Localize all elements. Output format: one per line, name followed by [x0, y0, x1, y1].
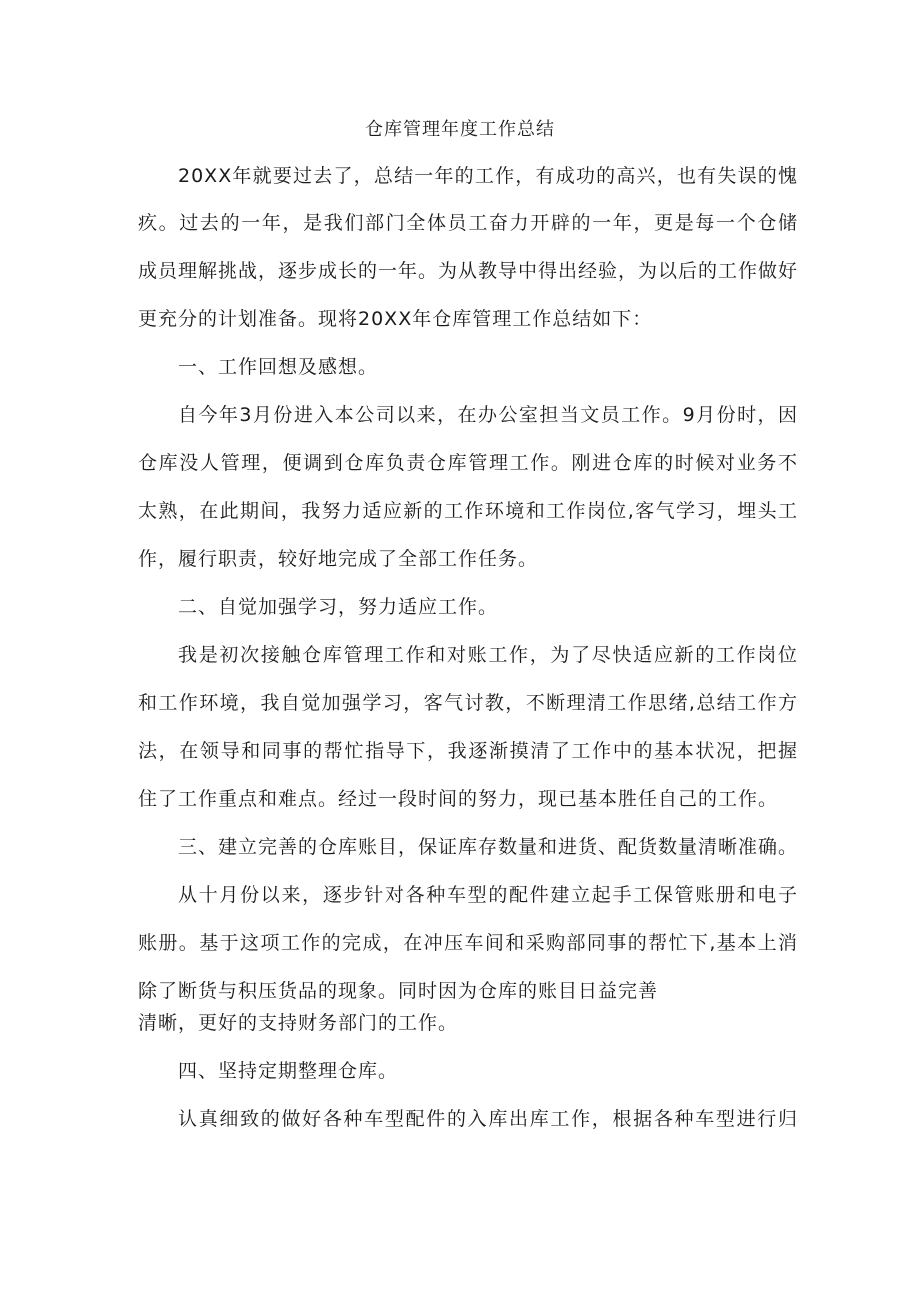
text-line-13: 法，在领导和同事的帮忙指导下，我逐渐摸清了工作中的基本状况，把握 — [138, 740, 798, 762]
section-heading-4: 四、坚持定期整理仓库。 — [178, 1060, 399, 1082]
text-line-9: 作，履行职责，较好地完成了全部工作任务。 — [138, 548, 539, 570]
text-line-3: 成员理解挑战，逐步成长的一年。为从教导中得出经验，为以后的工作做好 — [138, 260, 798, 282]
text-line-6: 自今年3月份进入本公司以来，在办公室担当文员工作。9月份时，因 — [178, 404, 798, 426]
text-line-16: 从十月份以来，逐步针对各种车型的配件建立起手工保管账册和电子 — [178, 884, 798, 906]
text-line-7: 仓库没人管理，便调到仓库负责仓库管理工作。刚进仓库的时候对业务不 — [138, 452, 798, 474]
section-heading-2: 二、自觉加强学习，努力适应工作。 — [178, 596, 499, 618]
text-line-17: 账册。基于这项工作的完成，在冲压车间和采购部同事的帮忙下,基本上消 — [138, 932, 798, 954]
text-line-18: 除了断货与积压货品的现象。同时因为仓库的账目日益完善 — [138, 980, 659, 1002]
text-line-12: 和工作环境，我自觉加强学习，客气讨教，不断理清工作思绪,总结工作方 — [138, 692, 798, 714]
text-line-2: 疚。过去的一年，是我们部门全体员工奋力开辟的一年，更是每一个仓储 — [138, 212, 798, 234]
document-title: 仓库管理年度工作总结 — [365, 119, 555, 140]
text-line-11: 我是初次接触仓库管理工作和对账工作，为了尽快适应新的工作岗位 — [178, 644, 798, 666]
text-line-14: 住了工作重点和难点。经过一段时间的努力，现已基本胜任自己的工作。 — [138, 788, 779, 810]
text-line-4: 更充分的计划准备。现将20XX年仓库管理工作总结如下： — [138, 308, 653, 330]
text-line-21: 认真细致的做好各种车型配件的入库出库工作，根据各种车型进行归 — [178, 1108, 798, 1130]
text-line-8: 太熟，在此期间，我努力适应新的工作环境和工作岗位,客气学习，埋头工 — [138, 500, 798, 522]
section-heading-1: 一、工作回想及感想。 — [178, 356, 379, 378]
text-line-1: 20XX年就要过去了，总结一年的工作，有成功的高兴，也有失误的愧 — [178, 165, 798, 187]
section-heading-3: 三、建立完善的仓库账目，保证库存数量和进货、配货数量清晰准确。 — [178, 836, 798, 858]
text-line-19: 清晰，更好的支持财务部门的工作。 — [138, 1012, 459, 1034]
